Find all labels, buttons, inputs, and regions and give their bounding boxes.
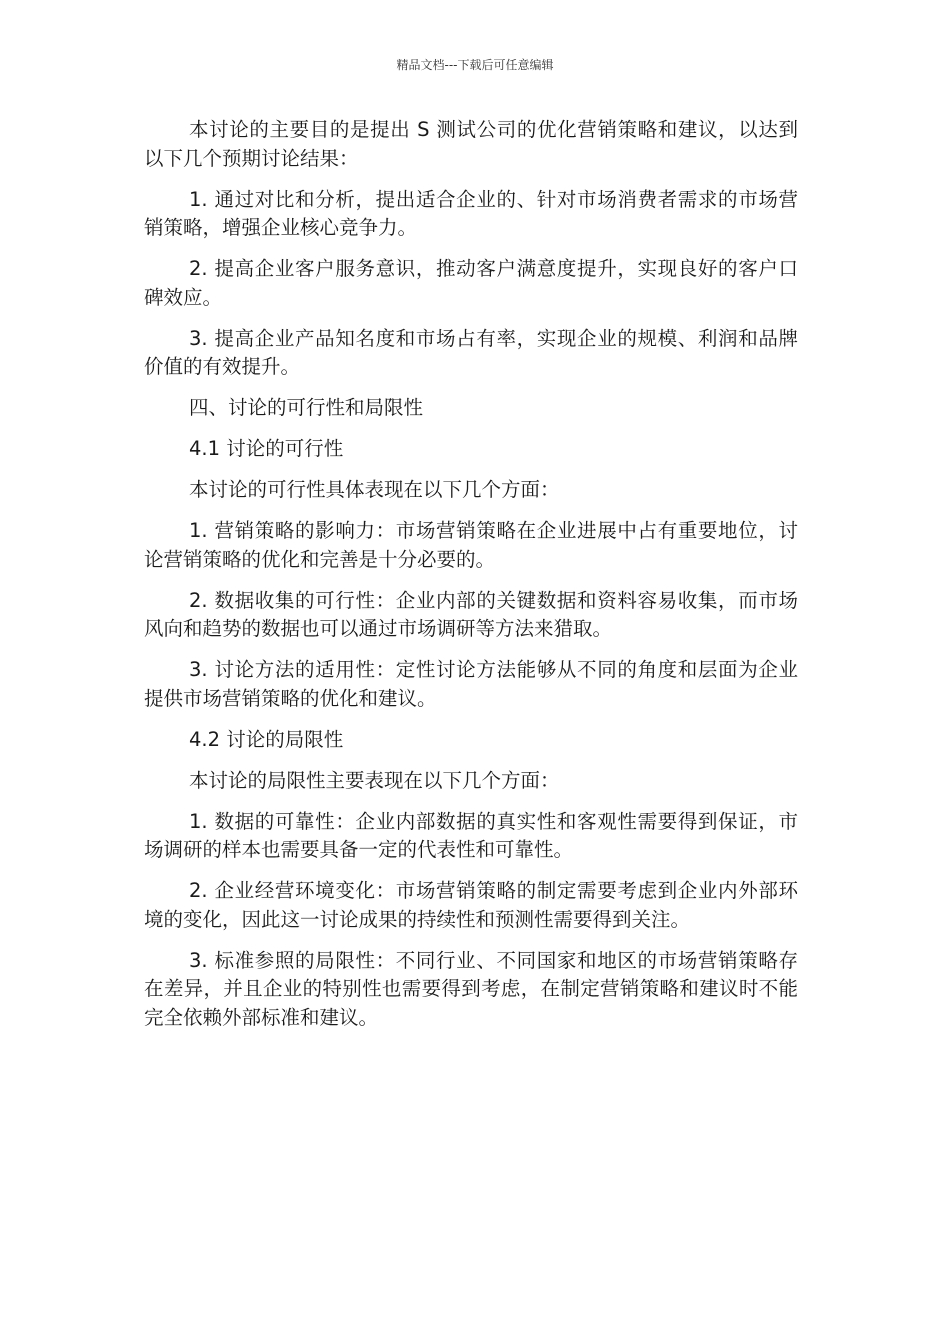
subsection-heading-4-2: 4.2 讨论的局限性 <box>189 727 344 751</box>
paragraph-limitation-1: 1. 数据的可靠性：企业内部数据的真实性和客观性需要得到保证，市场调研的样本也需要具备一定的代表性和可靠性。 <box>144 809 798 861</box>
paragraph-limitation-2: 2. 企业经营环境变化：市场营销策略的制定需要考虑到企业内外部环境的变化，因此这一讨论成果的持续性和预测性需要得到关注。 <box>144 879 798 931</box>
paragraph-feasibility-intro: 本讨论的可行性具体表现在以下几个方面： <box>189 478 560 501</box>
paragraph-objective-2: 2. 提高企业客户服务意识，推动客户满意度提升，实现良好的客户口碑效应。 <box>144 257 798 309</box>
document-body <box>144 116 798 1045</box>
paragraph-feasibility-3: 3. 讨论方法的适用性：定性讨论方法能够从不同的角度和层面为企业提供市场营销策略的优化和建议。 <box>144 658 798 710</box>
paragraph-limitation-3: 3. 标准参照的局限性：不同行业、不同国家和地区的市场营销策略存在差异，并且企业的特别性也需要得到考虑，在制定营销策略和建议时不能完全依赖外部标准和建议。 <box>144 948 798 1029</box>
paragraph-feasibility-1: 1. 营销策略的影响力：市场营销策略在企业进展中占有重要地位，讨论营销策略的优化和完善是十分必要的。 <box>144 519 798 571</box>
section-heading-4: 四、讨论的可行性和局限性 <box>189 396 424 419</box>
paragraph-objective-3: 3. 提高企业产品知名度和市场占有率，实现企业的规模、利润和品牌价值的有效提升。 <box>144 326 798 378</box>
paragraph-objective-1: 1. 通过对比和分析，提出适合企业的、针对市场消费者需求的市场营销策略，增强企业核心竞争力。 <box>144 187 798 239</box>
paragraph-objective-intro: 本讨论的主要目的是提出 S 测试公司的优化营销策略和建议，以达到以下几个预期讨论结果： <box>144 118 798 170</box>
page-header: 精品文档---下载后可任意编辑 <box>396 58 554 72</box>
subsection-heading-4-1: 4.1 讨论的可行性 <box>189 437 344 460</box>
paragraph-feasibility-2: 2. 数据收集的可行性：企业内部的关键数据和资料容易收集，而市场风向和趋势的数据也可以通过市场调研等方法来猎取。 <box>144 588 798 640</box>
paragraph-limitation-intro: 本讨论的局限性主要表现在以下几个方面： <box>189 768 560 792</box>
